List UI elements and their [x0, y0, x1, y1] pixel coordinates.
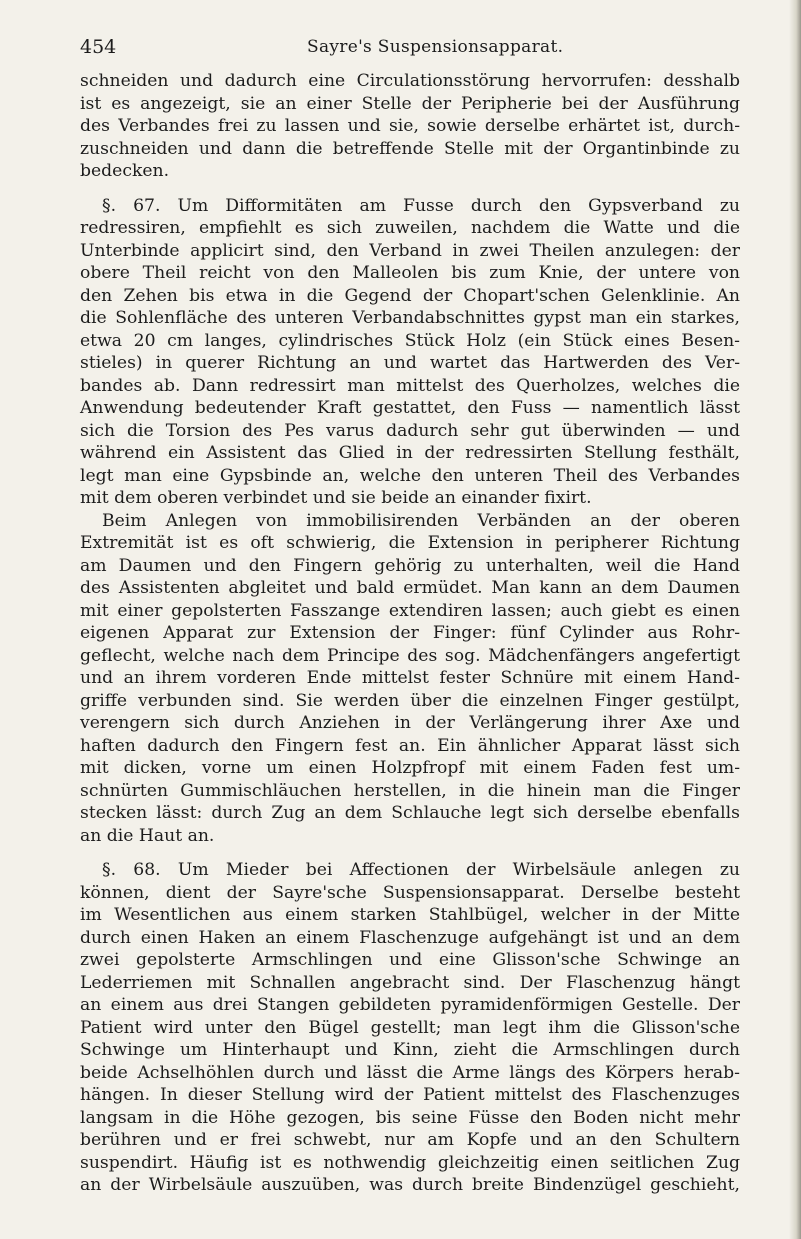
text-line: verengern sich durch Anziehen in der Verlängerung ihrer Axe und — [80, 713, 740, 733]
text-line: an der Wirbelsäule auszuüben, was durch breite Bindenzügel geschieht, — [80, 1175, 740, 1195]
text-line: den Zehen bis etwa in die Gegend der Chopart'schen Gelenklinie. An — [80, 285, 740, 306]
text-line: zwei gepolsterte Armschlingen und eine Glisson'sche Schwinge an — [80, 950, 740, 970]
paragraph — [80, 859, 740, 1197]
text-line: haften dadurch den Fingern fest an. Ein ähnlicher Apparat lässt sich — [80, 735, 740, 756]
text-line: Unterbinde applicirt sind, den Verband in zwei Theilen anzulegen: der — [80, 240, 740, 261]
text-line: stecken lässt: durch Zug an dem Schlauche legt sich derselbe ebenfalls — [80, 803, 740, 823]
text-line: des Verbandes frei zu lassen und sie, sowie derselbe erhärtet ist, durch- — [80, 116, 740, 136]
page-header — [80, 34, 740, 60]
text-line: beide Achselhöhlen durch und lässt die Arme längs des Körpers herab- — [80, 1062, 740, 1083]
text-line: legt man eine Gypsbinde an, welche den unteren Theil des Verbandes — [80, 465, 740, 486]
text-line: schnürten Gummischläuchen herstellen, in die hinein man die Finger — [80, 780, 740, 801]
page-edge-shadow — [789, 0, 801, 1239]
text-line: können, dient der Sayre'sche Suspensionsapparat. Derselbe besteht — [80, 882, 740, 903]
text-line: mit dicken, vorne um einen Holzpfropf mit einem Faden fest um- — [80, 758, 740, 778]
text-line: Extremität ist es oft schwierig, die Extension in peripherer Richtung — [80, 533, 740, 553]
text-line: ist es angezeigt, sie an einer Stelle der Peripherie bei der Ausführung — [80, 93, 740, 114]
text-line: griffe verbunden sind. Sie werden über die einzelnen Finger gestülpt, — [80, 690, 740, 711]
text-line: langsam in die Höhe gezogen, bis seine Füsse den Boden nicht mehr — [80, 1107, 740, 1128]
text-line: am Daumen und den Fingern gehörig zu unterhalten, weil die Hand — [80, 555, 740, 576]
text-line: an die Haut an. — [80, 825, 215, 846]
text-line: zuschneiden und dann die betreffende Stelle mit der Organtinbinde zu — [80, 138, 740, 159]
text-line: und an ihrem vorderen Ende mittelst fester Schnüre mit einem Hand- — [80, 668, 740, 688]
running-title: Sayre's Suspensionsapparat. — [307, 37, 564, 57]
text-line: obere Theil reicht von den Malleolen bis zum Knie, der untere von — [80, 263, 740, 283]
text-line: während ein Assistent das Glied in der redressirten Stellung festhält, — [80, 443, 740, 463]
text-line: an einem aus drei Stangen gebildeten pyramidenförmigen Gestelle. Der — [80, 995, 740, 1015]
text-line: Anwendung bedeutender Kraft gestattet, den Fuss — namentlich lässt — [80, 398, 740, 418]
text-line: §. 68. Um Mieder bei Affectionen der Wirbelsäule anlegen zu — [102, 860, 740, 880]
paragraph — [80, 510, 740, 848]
text-line: etwa 20 cm langes, cylindrisches Stück Holz (ein Stück eines Besen- — [80, 330, 740, 351]
page-number: 454 — [80, 36, 117, 58]
text-line: bedecken. — [80, 161, 170, 181]
text-line: schneiden und dadurch eine Circulationsstörung hervorrufen: desshalb — [80, 71, 740, 91]
text-line: Beim Anlegen von immobilisirenden Verbänden an der oberen — [102, 510, 740, 531]
text-line: Lederriemen mit Schnallen angebracht sind. Der Flaschenzug hängt — [80, 972, 740, 993]
text-line: bandes ab. Dann redressirt man mittelst des Querholzes, welches die — [80, 375, 740, 396]
text-line: des Assistenten abgleitet und bald ermüdet. Man kann an dem Daumen — [80, 578, 740, 598]
text-line: §. 67. Um Difformitäten am Fusse durch den Gypsverband zu — [102, 195, 740, 216]
paragraph-gap — [80, 847, 740, 859]
paragraph-list — [80, 70, 740, 1197]
text-line: suspendirt. Häufig ist es nothwendig gleichzeitig einen seitlichen Zug — [80, 1152, 740, 1173]
text-line: eigenen Apparat zur Extension der Finger: fünf Cylinder aus Rohr- — [80, 623, 740, 643]
text-line: redressiren, empfiehlt es sich zuweilen, nachdem die Watte und die — [80, 218, 740, 238]
paragraph — [80, 70, 740, 183]
text-line: durch einen Haken an einem Flaschenzuge aufgehängt ist und an dem — [80, 927, 740, 948]
text-line: hängen. In dieser Stellung wird der Patient mittelst des Flaschenzuges — [80, 1085, 740, 1105]
text-line: Patient wird unter den Bügel gestellt; man legt ihm die Glisson'sche — [80, 1017, 740, 1038]
text-line: die Sohlenfläche des unteren Verbandabschnittes gypst man ein starkes, — [80, 308, 740, 328]
text-line: im Wesentlichen aus einem starken Stahlbügel, welcher in der Mitte — [80, 905, 740, 925]
text-line: geflecht, welche nach dem Principe des sog. Mädchenfängers angefertigt — [80, 645, 740, 666]
text-line: sich die Torsion des Pes varus dadurch sehr gut überwinden — und — [80, 420, 740, 441]
paragraph-gap — [80, 183, 740, 195]
paragraph — [80, 195, 740, 510]
text-line: mit einer gepolsterten Fasszange extendiren lassen; auch giebt es einen — [80, 600, 740, 621]
text-line: mit dem oberen verbindet und sie beide an einander fixirt. — [80, 488, 592, 508]
body-text — [80, 70, 740, 1197]
text-line: stieles) in querer Richtung an und wartet das Hartwerden des Ver- — [80, 353, 740, 373]
text-line: Schwinge um Hinterhaupt und Kinn, zieht die Armschlingen durch — [80, 1040, 740, 1060]
text-line: berühren und er frei schwebt, nur am Kopfe und an den Schultern — [80, 1130, 740, 1150]
